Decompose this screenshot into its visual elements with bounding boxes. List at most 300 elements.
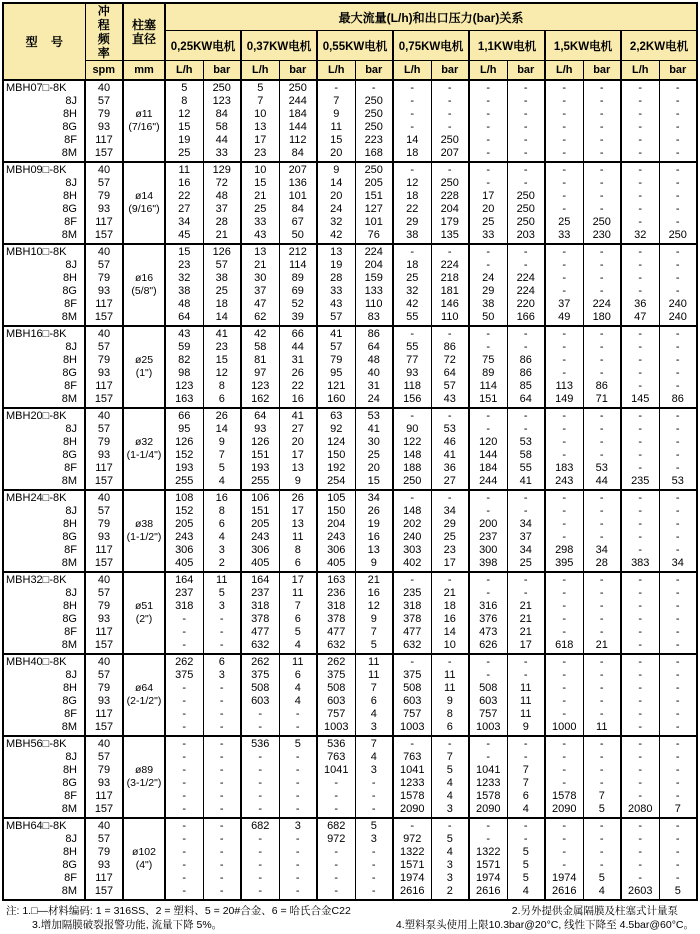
flow-value: - [486,95,491,107]
pressure-value: - [295,721,300,733]
table-row [3,572,697,654]
flow-value: 20 [330,190,343,202]
pressure-value: 84 [215,108,228,120]
spm-value: 40 [97,164,111,176]
flow-value: - [638,436,643,448]
diameter-cell [123,162,165,244]
flow-value: 632 [327,639,346,651]
spm-value: 57 [97,587,111,599]
pressure-value: 3 [370,764,377,776]
pressure-value: - [523,505,528,517]
model-variant: 8F [64,462,77,474]
pressure-value: 15 [215,354,228,366]
data-cell [507,80,545,162]
spm-cell [85,408,123,490]
pressure-value: 207 [440,147,459,159]
spm-value: 157 [94,557,114,569]
flow-value: 118 [403,380,422,392]
flow-value: 243 [251,531,270,543]
flow-value: - [638,859,643,871]
flow-value: 126 [251,436,270,448]
pressure-value: 101 [364,216,383,228]
flow-value: 244 [479,475,498,487]
flow-value: 255 [175,475,194,487]
data-cell [355,572,393,654]
flow-value: - [562,492,567,504]
pressure-value: 224 [516,285,535,297]
pressure-value: - [523,177,528,189]
spm-value: 40 [97,492,111,504]
pressure-value: 3 [218,600,225,612]
flow-value: 1322 [400,846,425,858]
diameter-mm: ø89 [134,764,154,776]
flow-value: 79 [330,354,343,366]
flow-value: 18 [406,190,419,202]
flow-value: - [182,790,187,802]
pressure-value: - [447,328,452,340]
data-cell [279,818,317,900]
flow-value: - [638,203,643,215]
motor-header-22kw: 2,2KW电机 [621,31,697,61]
model-variant: 8J [65,751,77,763]
pressure-value: 38 [215,272,228,284]
flow-value: 29 [482,285,495,297]
model-cell [3,490,85,572]
spm-value: 79 [97,846,111,858]
diameter-inch: (3-1/2") [126,777,162,789]
flow-value: 682 [251,820,270,832]
table-row [3,654,697,736]
flow-value: 1974 [552,872,577,884]
data-cell [393,572,431,654]
pressure-value: - [371,803,376,815]
flow-value: 192 [327,462,346,474]
flow-value: - [486,574,491,586]
flow-value: - [182,846,187,858]
model-variant: 8J [65,341,77,353]
spm-value: 57 [97,423,111,435]
flow-value: 33 [558,229,571,241]
flow-value: - [486,177,491,189]
flow-value: - [638,544,643,556]
model-variant: 8F [64,872,77,884]
flow-value: 477 [327,626,346,638]
pressure-value: 48 [367,354,380,366]
pressure-value: - [447,121,452,133]
flow-unit-header: L/h [393,61,431,81]
flow-value: 25 [406,272,419,284]
flow-value: - [638,531,643,543]
flow-value: 603 [327,695,346,707]
flow-value: 618 [555,639,574,651]
flow-value: - [638,341,643,353]
spm-value: 117 [95,462,113,474]
flow-value: 25 [178,147,191,159]
pressure-value: 250 [288,82,307,94]
flow-value: 23 [254,147,267,159]
pressure-value: 7 [522,764,529,776]
spm-value: 117 [95,626,113,638]
pressure-value: - [675,820,680,832]
model-variant: 8H [62,354,77,366]
flow-value: 243 [555,475,574,487]
pressure-value: - [447,574,452,586]
pressure-value: 3 [446,803,453,815]
pressure-value: 4 [522,803,529,815]
flow-value: 156 [403,393,422,405]
spm-value: 157 [94,393,114,405]
data-cell [165,162,203,244]
flow-value: 11 [178,164,190,176]
data-cell [279,408,317,490]
flow-value: 89 [482,367,495,379]
flow-value: - [638,682,643,694]
pressure-value: 21 [519,626,532,638]
pressure-value: 34 [519,518,532,530]
flow-value: 1571 [400,859,425,871]
pressure-value: 25 [519,557,532,569]
flow-value: 1578 [476,790,501,802]
pressure-value: 21 [519,613,532,625]
pressure-value: 7 [218,449,225,461]
flow-value: - [182,738,187,750]
pressure-value: - [295,764,300,776]
data-cell [469,80,507,162]
data-cell [659,818,697,900]
diameter-mm: ø14 [134,190,154,202]
model-variant: 8H [62,436,77,448]
pressure-unit-header: bar [279,61,317,81]
data-cell [317,736,355,818]
data-cell [317,326,355,408]
data-cell [431,654,469,736]
model-column-header: 型 号 [3,3,85,80]
pressure-value: - [675,285,680,297]
pressure-value: 3 [446,872,453,884]
flow-value: 10 [254,108,267,120]
pressure-value: 123 [212,95,231,107]
flow-value: - [258,859,263,871]
pressure-value: - [295,708,300,720]
flow-value: - [638,462,643,474]
pressure-value: - [371,777,376,789]
flow-value: 1003 [476,721,501,733]
pressure-value: - [523,134,528,146]
flow-value: - [486,341,491,353]
flow-value: 29 [406,216,419,228]
flow-value: 42 [406,298,419,310]
model-variant: 8M [61,721,77,733]
pressure-value: 168 [364,147,383,159]
model-variant: 8H [62,682,77,694]
diameter-mm: ø64 [134,682,154,694]
pressure-value: - [675,341,680,353]
spm-value: 40 [97,656,111,668]
flow-value: 204 [327,518,346,530]
flow-value: - [562,328,567,340]
pressure-value: - [599,285,604,297]
model-cell [3,654,85,736]
data-cell [507,818,545,900]
pressure-value: - [295,777,300,789]
pressure-value: 11 [520,708,532,720]
spm-value: 57 [97,341,111,353]
model-cell [3,818,85,900]
pressure-value: - [523,656,528,668]
pressure-value: 4 [294,639,301,651]
pressure-value: 3 [446,859,453,871]
pressure-value: 26 [367,505,380,517]
data-cell [545,490,583,572]
flow-value: 405 [251,557,270,569]
flow-value: 28 [330,272,343,284]
data-cell [469,162,507,244]
diameter-cell [123,572,165,654]
flow-value: - [410,246,415,258]
flow-value: 763 [403,751,422,763]
flow-value: 95 [178,423,191,435]
pressure-value: 16 [291,393,304,405]
flow-unit-header: L/h [469,61,507,81]
pressure-value: 3 [294,820,301,832]
model-code: MBH20□-8K [6,410,67,422]
flow-value: 108 [175,492,194,504]
data-cell [507,572,545,654]
pressure-value: 26 [291,367,304,379]
pressure-value: 250 [516,190,535,202]
pressure-value: 220 [516,298,535,310]
data-cell [317,408,355,490]
model-variant: 8H [62,846,77,858]
spm-value: 57 [97,751,111,763]
pressure-value: - [675,449,680,461]
flow-value: 405 [327,557,346,569]
flow-value: - [182,639,187,651]
flow-value: 193 [175,462,194,474]
flow-value: - [182,626,187,638]
flow-value: 17 [254,134,267,146]
pressure-value: 11 [520,695,532,707]
data-cell [545,326,583,408]
pressure-value: 240 [668,298,687,310]
flow-value: - [562,82,567,94]
flow-value: 477 [251,626,270,638]
pressure-value: 250 [364,121,383,133]
data-cell [279,490,317,572]
model-variant: 8M [61,885,77,897]
flow-value: - [638,587,643,599]
data-cell [241,408,279,490]
data-cell [241,162,279,244]
flow-value: - [410,656,415,668]
flow-value: 262 [327,656,346,668]
pressure-value: 86 [367,328,380,340]
data-cell [621,80,659,162]
flow-value: - [638,216,643,228]
data-cell [583,818,621,900]
flow-value: 43 [178,328,191,340]
data-cell [165,654,203,736]
pressure-value: - [675,328,680,340]
flow-value: 16 [178,177,191,189]
pressure-value: - [675,669,680,681]
pressure-value: - [675,682,680,694]
pressure-value: 184 [288,108,307,120]
model-variant: 8F [64,216,77,228]
pressure-value: 204 [440,203,459,215]
pressure-value: - [599,846,604,858]
pressure-value: - [599,708,604,720]
flow-value: - [562,695,567,707]
flow-value: 47 [634,311,647,323]
flow-value: - [562,259,567,271]
diameter-mm: ø25 [134,354,154,366]
flow-value: - [562,272,567,284]
flow-value: 45 [178,229,191,241]
flow-value: - [486,669,491,681]
pressure-value: - [599,669,604,681]
flow-value: 150 [327,449,346,461]
spm-value: 157 [94,639,114,651]
model-code: MBH07□-8K [6,82,67,94]
spm-value: 117 [95,872,113,884]
data-cell [507,408,545,490]
flow-value: - [562,859,567,871]
spm-value: 117 [95,544,113,556]
diameter-inch: (2-1/2") [126,695,162,707]
pressure-value: 110 [440,311,459,323]
data-cell [659,654,697,736]
data-cell [431,818,469,900]
spm-value: 57 [97,833,111,845]
flow-value: 536 [251,738,270,750]
model-variant: 8J [65,833,77,845]
spm-value: 93 [97,449,111,461]
pressure-value: 21 [215,229,228,241]
flow-value: - [486,108,491,120]
flow-value: 10 [254,164,267,176]
pressure-value: 224 [592,298,611,310]
flow-value: - [334,803,339,815]
pressure-value: - [599,164,604,176]
pressure-value: 146 [440,298,459,310]
flow-value: - [486,587,491,599]
flow-value: 41 [330,328,343,340]
spm-value: 157 [94,475,114,487]
pressure-value: 28 [595,557,608,569]
data-cell [659,244,697,326]
flow-value: 152 [175,505,194,517]
flow-value: 25 [482,216,495,228]
pressure-value: 43 [443,393,456,405]
flow-value: - [638,846,643,858]
pressure-value: - [675,354,680,366]
pressure-value: - [599,833,604,845]
flow-value: 2616 [552,885,577,897]
flow-value: - [638,738,643,750]
data-cell [165,490,203,572]
pressure-value: 9 [446,695,453,707]
flow-value: - [410,410,415,422]
flow-value: 32 [406,285,419,297]
data-cell [393,818,431,900]
pressure-value: - [675,600,680,612]
data-cell [583,736,621,818]
pressure-value: 17 [443,557,456,569]
flow-value: - [638,164,643,176]
pressure-value: 5 [370,820,377,832]
data-cell [583,244,621,326]
pressure-value: 218 [440,272,459,284]
pressure-value: - [599,682,604,694]
flow-value: 240 [403,531,422,543]
data-cell [203,818,241,900]
stroke-frequency-header: 冲程频率 [85,3,123,61]
data-cell [545,818,583,900]
model-variant: 8M [61,147,77,159]
flow-value: 2090 [400,803,425,815]
data-cell [583,654,621,736]
pressure-value: 16 [443,613,456,625]
pressure-value: - [675,518,680,530]
pressure-value: - [675,833,680,845]
pressure-value: 4 [218,531,225,543]
data-cell [317,654,355,736]
flow-value: 55 [406,311,419,323]
flow-value: - [562,190,567,202]
pressure-value: 33 [215,147,228,159]
flow-value: 2090 [476,803,501,815]
flow-value: - [562,777,567,789]
pressure-value: - [523,751,528,763]
pressure-value: 23 [443,544,456,556]
data-cell [317,818,355,900]
flow-value: 105 [327,492,346,504]
pressure-value: 17 [519,639,532,651]
diameter-cell [123,244,165,326]
flow-value: - [410,328,415,340]
pressure-value: 4 [370,708,377,720]
pressure-value: 8 [446,708,453,720]
spm-value: 57 [97,259,111,271]
table-row [3,326,697,408]
pressure-value: 11 [216,574,228,586]
pressure-value: 7 [370,682,377,694]
flow-value: 250 [403,475,422,487]
spm-value: 117 [95,380,113,392]
diameter-inch: (9/16") [128,203,160,215]
pressure-value: - [523,246,528,258]
flow-value: 316 [479,600,498,612]
pressure-value: - [447,95,452,107]
table-row [3,408,697,490]
flow-value: - [334,790,339,802]
flow-value: 1041 [324,764,349,776]
flow-value: 32 [330,216,343,228]
pressure-value: - [675,177,680,189]
pressure-value: 66 [291,328,304,340]
flow-value: 395 [555,557,574,569]
spm-value: 79 [97,436,111,448]
flow-value: 55 [406,341,419,353]
flow-value: - [486,328,491,340]
flow-value: 2616 [476,885,501,897]
pressure-value: 205 [364,177,383,189]
flow-value: 2603 [628,885,653,897]
flow-value: 75 [482,354,495,366]
flow-value: 1974 [476,872,501,884]
pressure-value: 126 [212,246,231,258]
